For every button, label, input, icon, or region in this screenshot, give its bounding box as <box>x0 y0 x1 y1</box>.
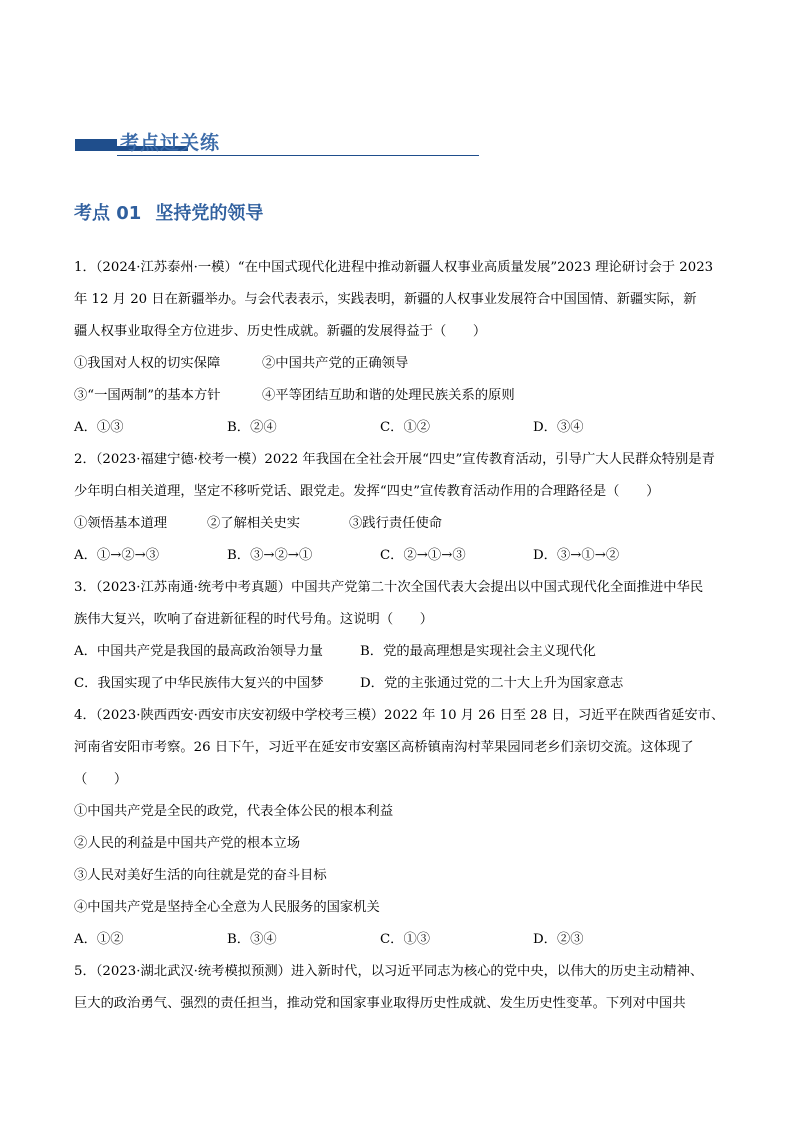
banner-underline <box>117 155 479 156</box>
section-title: 坚持党的领导 <box>155 203 264 224</box>
q2-choice-c[interactable]: C．②→①→③ <box>380 548 466 563</box>
section-banner <box>75 128 479 158</box>
q3-line-2: 族伟大复兴，吹响了奋进新征程的时代号角。这说明（ ） <box>74 612 434 627</box>
q3-choice-b[interactable]: B．党的最高理想是实现社会主义现代化 <box>360 644 596 659</box>
q1-choices <box>74 412 724 444</box>
q4-choices <box>74 924 724 956</box>
q1-statement-1: ①我国对人权的切实保障 <box>74 356 221 371</box>
q4-statement-1: ①中国共产党是全民的政党，代表全体公民的根本利益 <box>74 804 394 819</box>
q4-line-2: 河南省安阳市考察。26 日下午，习近平在延安市安塞区高桥镇南沟村苹果园同老乡们亲切交流。这体现了 <box>74 740 694 755</box>
q1-statement-2: ②中国共产党的正确领导 <box>262 356 409 371</box>
q4-choice-b[interactable]: B．③④ <box>227 932 277 947</box>
q2-choices <box>74 540 724 572</box>
q4-line-1: 4．（2023·陕西西安·西安市庆安初级中学校考三模）2022 年 10 月 26 日至 28 日，习近平在陕西省延安市、 <box>74 708 725 723</box>
banner-block <box>75 139 117 151</box>
q4-choice-a[interactable]: A．①② <box>74 932 124 947</box>
q1-line-3: 疆人权事业取得全方位进步、历史性成就。新疆的发展得益于（ ） <box>74 324 487 339</box>
q2-statements <box>74 508 724 540</box>
q2-statement-1: ①领悟基本道理 <box>74 516 168 531</box>
q2-statement-3: ③践行责任使命 <box>349 516 443 531</box>
q4-line-3: （ ） <box>74 772 128 787</box>
q1-choice-c[interactable]: C．①② <box>380 420 431 435</box>
q1-line-2: 年 12 月 20 日在新疆举办。与会代表表示，实践表明，新疆的人权事业发展符合中国国情、新疆实际，新 <box>74 292 697 307</box>
q2-line-2: 少年明白相关道理，坚定不移听党话、跟党走。发挥“四史”宣传教育活动作用的合理路径是（ ） <box>74 484 660 499</box>
q1-statement-3: ③“一国两制”的基本方针 <box>74 388 221 403</box>
q4-choice-c[interactable]: C．①③ <box>380 932 431 947</box>
q1-statement-4: ④平等团结互助和谐的处理民族关系的原则 <box>262 388 515 403</box>
q2-choice-b[interactable]: B．③→②→① <box>227 548 313 563</box>
q4-statement-4: ④中国共产党是坚持全心全意为人民服务的国家机关 <box>74 900 380 915</box>
q1-line-1: 1．（2024·江苏泰州·一模）“在中国式现代化进程中推动新疆人权事业高质量发展”2023 理论研讨会于 2023 <box>74 260 714 275</box>
q3-line-1: 3．（2023·江苏南通·统考中考真题）中国共产党第二十次全国代表大会提出以中国式现代化全面推进中华民 <box>74 580 704 595</box>
question-list <box>74 252 724 1020</box>
q3-choices-row-2 <box>74 668 724 700</box>
q3-choice-c[interactable]: C．我国实现了中华民族伟大复兴的中国梦 <box>74 676 324 691</box>
q2-choice-d[interactable]: D．③→①→② <box>533 548 620 563</box>
q1-choice-a[interactable]: A．①③ <box>74 420 124 435</box>
q4-choice-d[interactable]: D．②③ <box>533 932 584 947</box>
q3-choice-a[interactable]: A．中国共产党是我国的最高政治领导力量 <box>74 644 323 659</box>
q3-choices-row-1 <box>74 636 724 668</box>
q1-choice-b[interactable]: B．②④ <box>227 420 277 435</box>
q4-statement-2: ②人民的利益是中国共产党的根本立场 <box>74 836 301 851</box>
q5-line-2: 巨大的政治勇气、强烈的责任担当，推动党和国家事业取得历史性成就、发生历史性变革。下列对中国共 <box>74 996 686 1011</box>
q2-line-1: 2．（2023·福建宁德·校考一模）2022 年我国在全社会开展“四史”宣传教育活动，引导广大人民群众特别是青 <box>74 452 715 467</box>
q2-statement-2: ②了解相关史实 <box>207 516 301 531</box>
q1-statements-row-1 <box>74 348 724 380</box>
banner-title: 考点过关练 <box>120 132 221 154</box>
q2-choice-a[interactable]: A．①→②→③ <box>74 548 160 563</box>
q3-choice-d[interactable]: D．党的主张通过党的二十大上升为国家意志 <box>360 676 624 691</box>
q4-statement-3: ③人民对美好生活的向往就是党的奋斗目标 <box>74 868 327 883</box>
section-heading <box>74 199 263 225</box>
section-number: 考点 01 <box>74 203 142 224</box>
q1-choice-d[interactable]: D．③④ <box>533 420 584 435</box>
q5-line-1: 5．（2023·湖北武汉·统考模拟预测）进入新时代，以习近平同志为核心的党中央，以伟大的历史主动精神、 <box>74 964 704 979</box>
q1-statements-row-2 <box>74 380 724 412</box>
